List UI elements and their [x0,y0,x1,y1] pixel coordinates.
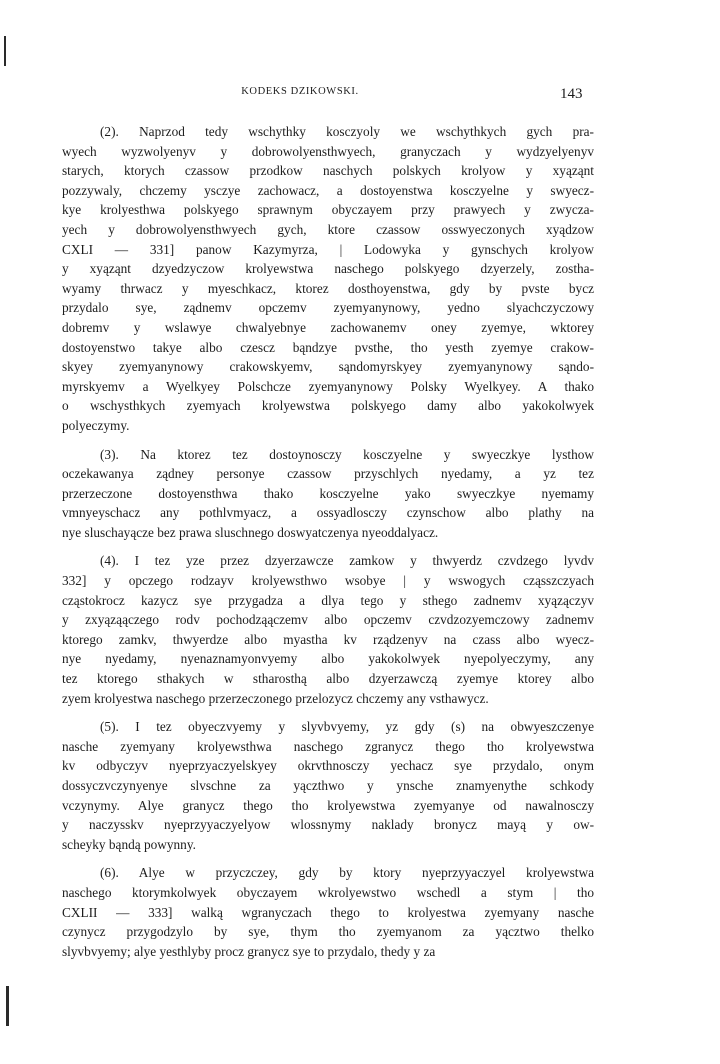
scan-edge-mark-bottom [6,986,9,1026]
text-line: kye krolyesthwa polskyego sprawnym obyczayem przy prawyech y zwycza- [62,202,594,218]
paragraph [62,551,594,708]
text-line: kv odbyczyv nyeprzyaczyelskyey okrvthnosczy yechacz sye przydalo, onym [62,758,594,774]
text-line: (6). Alye w przyczczey, gdy by ktory nyeprzyyaczyel krolyewstwa [100,865,594,881]
text-line: cząstokrocz kazycz sye przygadza a dlya tego y sthego zadnemv xyązączyv [62,592,594,608]
text-line: slyvbvyemy; alye yesthlyby procz granycz sye to przydalo, thedy y za [62,943,436,959]
running-title: KODEKS DZIKOWSKI. [241,86,359,97]
text-line: zyem krolyestwa naschego przerzeczonego przelozycz chczemy any vsthawycz. [62,690,489,706]
paragraph [62,445,594,543]
text-line: CXLII — 333] walką wgranyczach thego to krolyestwa zyemyany nasche [62,904,594,920]
text-line: dossyczvczynyenye slvschne za yączthwo y ynsche znamyenythe schkody [62,778,594,793]
text-line: nasche zyemyany krolyewsthwa naschego zgranycz thego tho krolyewstwa [62,738,594,754]
page-number: 143 [560,86,583,102]
text-line: y xyąząnt dzyedzyczow krolyewstwa naschego polskyego dzyerzely, zostha- [62,261,594,277]
text-line: vmnyeyschacz any pothlvmyacz, a ossyadlosczy czynschow albo plathy na [62,505,594,521]
text-line: starych, ktorych czassow przodkow naschych polskych krolyow y xyąząnt [62,163,594,179]
text-line: nye sluschayącze bez prawa sluschnego doswyatczenya nyeoddalyacz. [62,524,439,540]
text-line: wyamy thrwacz y myeschkacz, ktorez dosthoyenstwa, gdy by pvste bycz [62,280,594,296]
text-line: y zxyąząączego rodv pochodząączemv albo opczemv czvdzozyemczowy zadnemv [62,612,594,628]
text-line: 332] y opczego rodzayv krolyewsthwo wsobye | y wswogych cząsszczyach [62,573,594,589]
text-line: yech y dobrowolyensthwyech gych, ktore czassow osswyeczonych xyądzow [62,221,594,237]
text-line: przerzeczone dostoyensthwa thako kosczyelne yako swyeczkye nyemamy [62,485,594,501]
body-text [62,122,594,970]
text-line: o wschysthkych zyemyach krolyewstwa polskyego damy albo yakokolwyek [62,398,594,414]
running-head [0,86,720,106]
text-line: tez ktorego sthakych w stharosthą albo dzyerzawczą zyemye ktorey albo [62,671,594,687]
text-line: (2). Naprzod tedy wschythky kosczyoly we wschythkych gych pra- [100,124,594,139]
text-line: dobremv y wslawye chwalyebnye zachowanemv oney zyemye, wktorey [62,319,594,335]
paragraph [62,717,594,854]
text-line: wyech wyzwolyenyv y dobrowolyensthwyech, granyczach y wydzyelyenyv [62,143,594,159]
text-line: y naczysskv nyeprzyyaczyelyow wlossnymy naklady bronycz mayą y ow- [62,817,594,833]
text-line: skyey zyemyanynowy crakowskyemv, sąndomyrskyey zyemyanynowy sąndo- [62,359,594,375]
paragraph [62,122,594,436]
text-line: vczynymy. Alye granycz thego tho krolyewstwa zyemyanye od nawalnosczy [62,797,594,813]
text-line: polyeczymy. [62,417,130,433]
text-line: (5). I tez obyeczvyemy y slyvbvyemy, yz gdy (s) na obwyeszczenye [100,719,594,735]
text-line: myrskyemv a Wyelkyey Polschcze zyemyanynowy Polsky Wyelkyey. A thako [62,378,594,394]
text-line: czynycz przygodzylo by sye, thym tho zyemyanom za yącztwo thelko [62,924,594,940]
paragraph [62,863,594,961]
text-line: naschego ktorymkolwyek obyczayem wkrolyewstwo wschedl a stym | tho [62,884,594,900]
text-line: nye nyedamy, nyenaznamyonvyemy albo yakokolwyek nyepolyeczymy, any [62,651,594,667]
text-line: oczekawanya ządney personye czassow przyschlych nyedamy, a yz tez [62,466,594,482]
text-line: (4). I tez yze przez dzyerzawcze zamkow y thwyerdz czvdzego lyvdv [100,553,594,569]
text-line: scheyky bąndą powynny. [62,836,196,852]
text-line: (3). Na ktorez tez dostoynosczy kosczyelne y swyeczkye lysthow [100,446,594,462]
text-line: przydalo sye, ządnemv opczemv zyemyanynowy, yedno slyachczyczowy [62,300,594,316]
text-line: ktorego zamkv, thwyerdze albo myastha kv rządzenyv na czass albo wyecz- [62,631,594,647]
text-line: dostoyenstwo takye albo czescz bąndzye pvsthe, tho yesth zyemye crakow- [62,339,594,355]
text-line: pozzywaly, chczemy ysczye zachowacz, a dostoyenstwa kosczyelne y swyecz- [62,182,594,198]
text-line: CXLI — 331] panow Kazymyrza, | Lodowyka y gynschych krolyow [62,241,594,257]
scan-edge-mark-top [4,36,6,66]
